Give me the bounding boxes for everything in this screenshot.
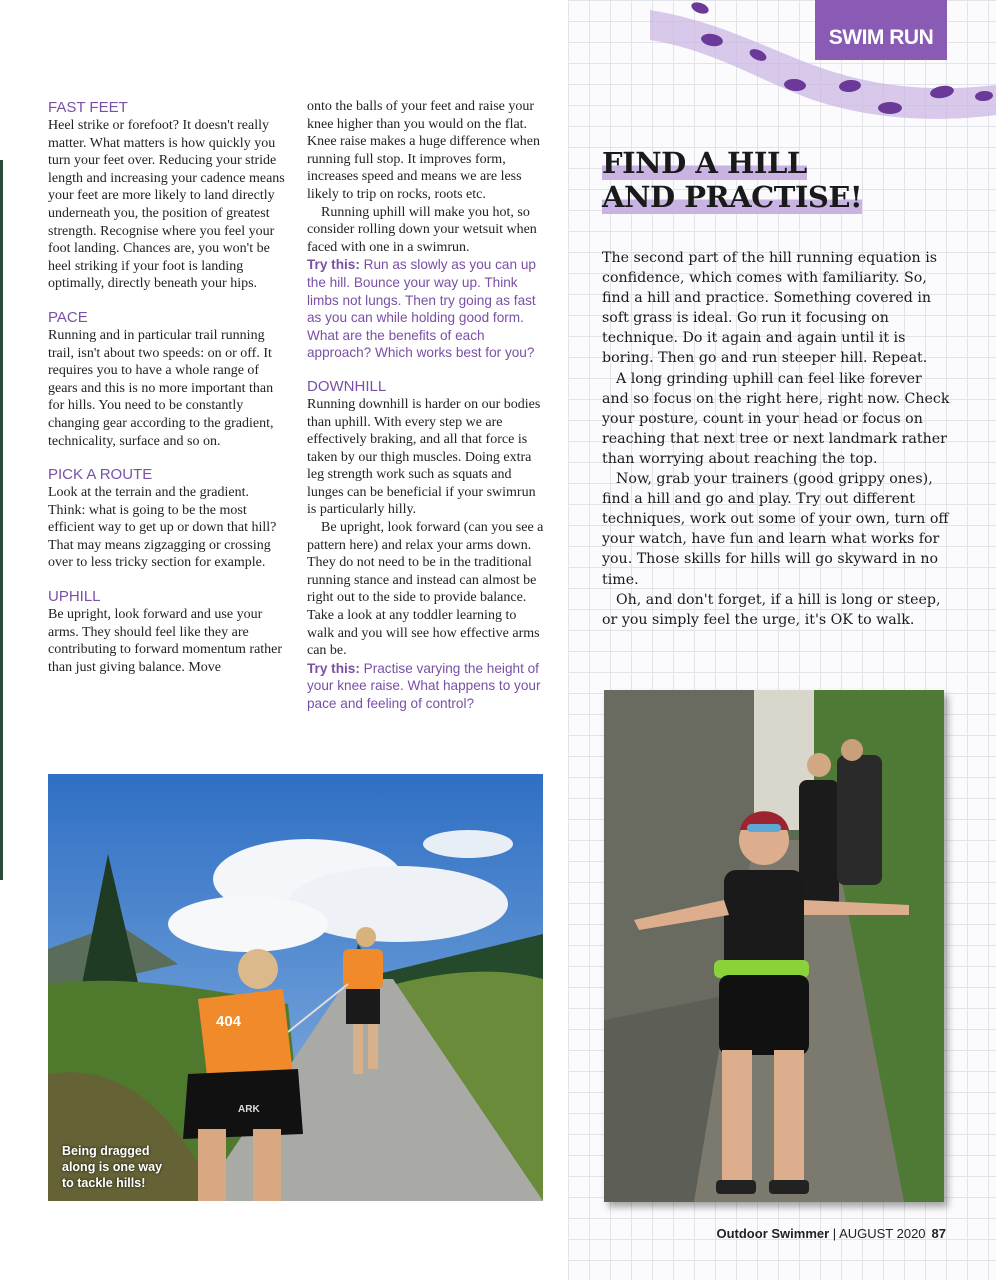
section-label: SWIM RUN (828, 26, 934, 49)
page-number: 87 (931, 1226, 946, 1241)
body-uphill: Be upright, look forward and use your arms. They should feel like they are contributing to forward momentum rather than just giving balance. Move (48, 607, 283, 675)
body-uphill-wetsuit: Running uphill will make you hot, so consider rolling down your wetsuit when faced with one in a swimrun. (307, 204, 537, 255)
left-column (48, 98, 286, 676)
body-uphill-continued: onto the balls of your feet and raise your knee higher than you would on the flat. Knee raise makes a huge difference when running full stop. It improves form, increases speed and means we are less likely to trip on rocks, roots etc. (307, 99, 540, 202)
heading-downhill: DOWNHILL (307, 377, 387, 395)
tip-text: Run as slowly as you can up the hill. Bounce your way up. Think limbs not lungs. Then try going as fast as you can while holding good form. What are the benefits of each approach? Which works best for you? (307, 257, 536, 361)
photo-downhill-runner-illustration (604, 690, 944, 1202)
body-downhill-arms: Be upright, look forward (can you see a pattern here) and relax your arms down. They do not need to be in the traditional running stance and instead can almost be right out to the side to provide balance. Take a look at any toddler learning to walk and you will see how effective arms can be. (307, 520, 544, 659)
right-column-body (602, 248, 952, 630)
headline-line-2: AND PRACTISE! (602, 180, 863, 214)
tip-box-uphill (307, 256, 547, 362)
tip-label: Try this: (307, 257, 360, 273)
tip-text: Practise varying the height of your knee raise. What happens to your pace and feeling of control? (307, 660, 541, 711)
photo-downhill-runner (604, 690, 944, 1202)
heading-pick-a-route: PICK A ROUTE (48, 466, 153, 484)
middle-column (307, 98, 547, 713)
headline (602, 146, 932, 214)
heading-pace: PACE (48, 308, 88, 326)
magazine-name: Outdoor Swimmer (716, 1226, 830, 1241)
body-pick-a-route: Look at the terrain and the gradient. Think: what is going to be the most efficient way to get up or down that hill? That may means zigzagging or crossing over to less tricky section for example. (48, 485, 277, 571)
photo-uphill-tow-illustration (48, 774, 543, 1201)
photo-uphill-tow (48, 774, 543, 1201)
paragraph: The second part of the hill running equation is confidence, which comes with familiarity. So, find a hill and practice. Something covered in soft grass is ideal. Go run it focusing on technique. Do it again and again until it is boring. Then go and run steeper hill. Repeat. (602, 250, 938, 367)
bib-number: 404 (216, 1013, 242, 1030)
section-tab (815, 0, 947, 60)
tip-label: Try this: (307, 660, 360, 676)
issue-date: AUGUST 2020 (839, 1226, 926, 1241)
tip-box-downhill (307, 660, 547, 713)
paragraph: Oh, and don't forget, if a hill is long or steep, or you simply feel the urge, it's OK to walk. (602, 591, 941, 628)
heading-uphill: UPHILL (48, 588, 101, 606)
body-pace: Running and in particular trail running trail, isn't about two speeds: on or off. It requires you to have a whole range of gears and this is no more important than for hills. You need to be constantly changing gear according to the gradient, technicality, surface and so on. (48, 327, 274, 449)
photo-caption: Being dragged along is one way to tackle hills! (62, 1144, 163, 1190)
headline-line-1: FIND A HILL (602, 146, 807, 180)
body-downhill: Running downhill is harder on our bodies than uphill. With every step we are effectively braking, and all that force is taken by our thigh muscles. Doing extra leg strength work such as squats and lunges can be beneficial if your swimrun is particularly hilly. (307, 396, 541, 518)
heading-fast-feet: FAST FEET (48, 99, 128, 116)
body-fast-feet: Heel strike or forefoot? It doesn't really matter. What matters is how quickly you turn your feet over. Reducing your stride length and increasing your cadence means your feet are more likely to land directly underneath you, the position of greatest strength. Recognise where you feel your foot landing. Chances are, you won't be heel striking if your foot is landing optimally, directly beneath your hips. (48, 118, 285, 292)
shorts-brand: ARK (238, 1104, 260, 1115)
page-edge-strip (0, 160, 3, 880)
paragraph: A long grinding uphill can feel like forever and so focus on the right here, right now. Check your posture, count in your head or focus on reaching that next tree or next landmark rather than worrying about reaching the top. (602, 370, 950, 467)
paragraph: Now, grab your trainers (good grippy ones), find a hill and go and play. Try out different techniques, work out some of your own, turn off your watch, have fun and learn what works for you. Those skills for hills will go skyward in no time. (602, 471, 949, 588)
page-footer: Outdoor Swimmer | AUGUST 2020 87 (716, 1226, 946, 1241)
